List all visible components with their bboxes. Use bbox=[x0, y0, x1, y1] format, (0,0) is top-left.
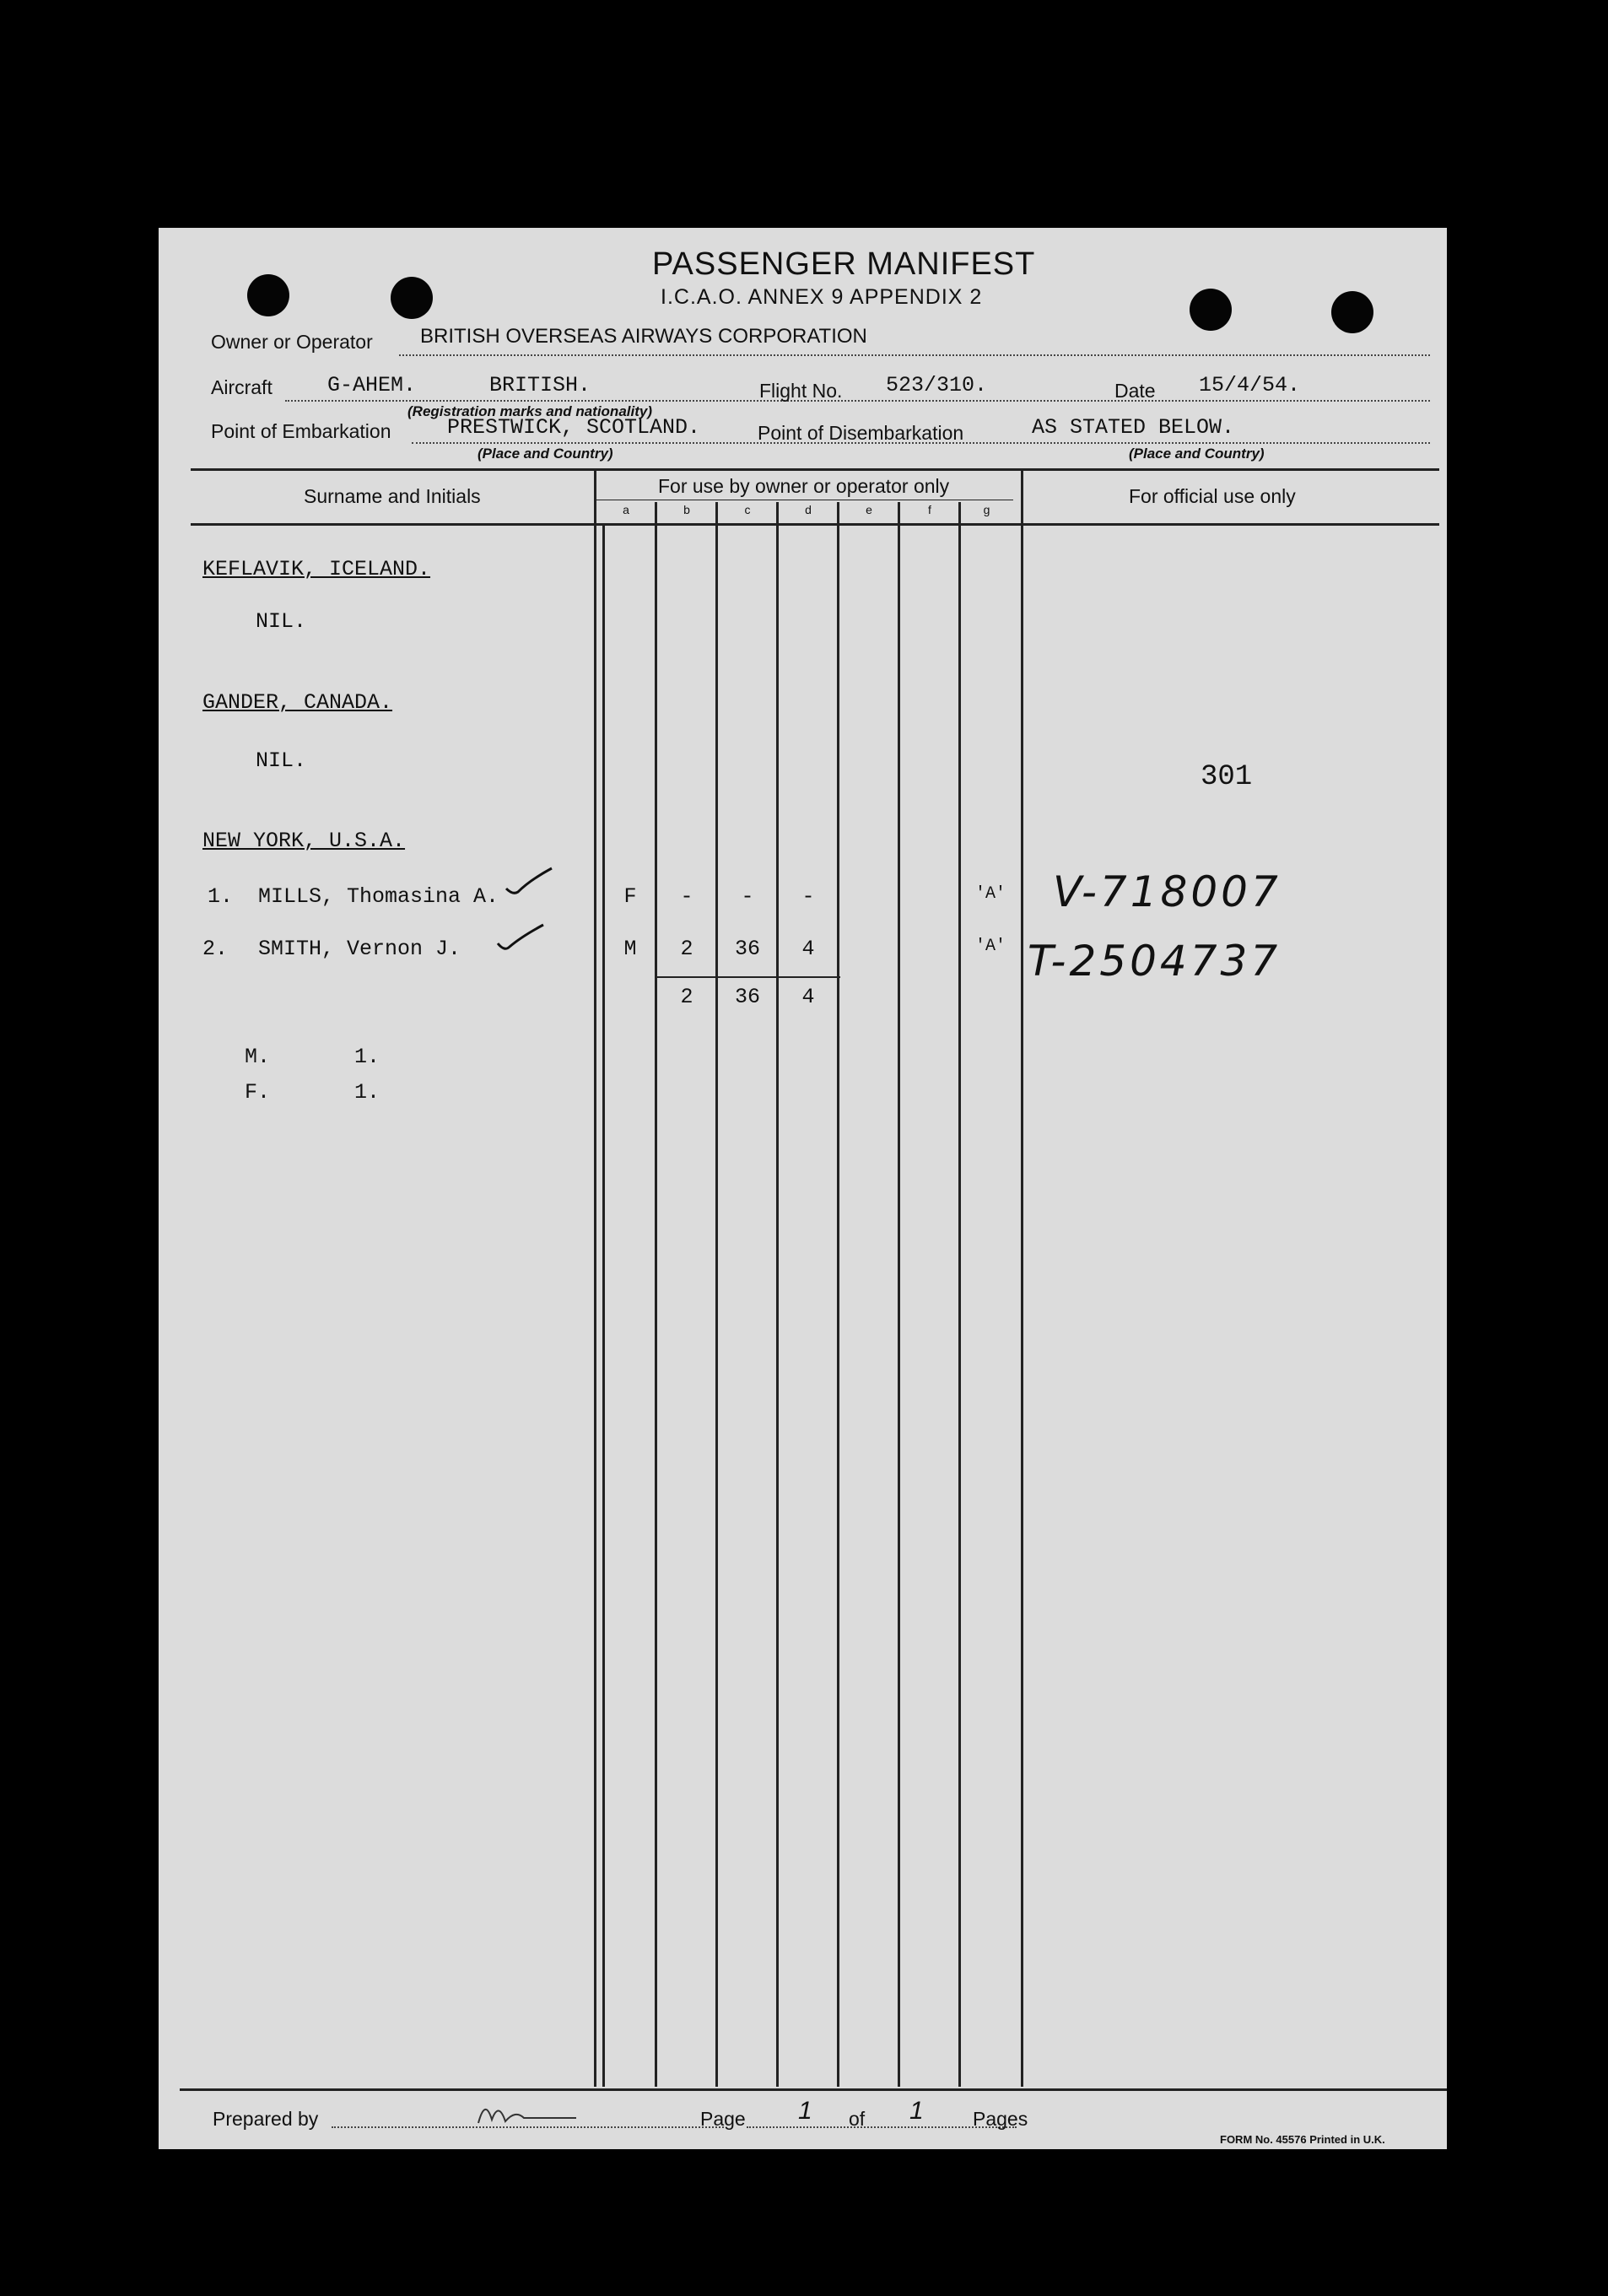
signature-scribble bbox=[475, 2093, 585, 2131]
totals-rule bbox=[656, 976, 840, 978]
date-value: 15/4/54. bbox=[1199, 373, 1301, 397]
col-official-header: For official use only bbox=[1129, 485, 1296, 507]
punch-hole bbox=[1190, 289, 1232, 331]
passenger-1-col-d: - bbox=[801, 884, 815, 909]
summary-female-value: 1. bbox=[354, 1080, 380, 1105]
subcol-d: d bbox=[805, 503, 812, 516]
passenger-2-num: 2. bbox=[202, 937, 229, 961]
subcol-g: g bbox=[983, 503, 990, 516]
col-rule bbox=[655, 502, 657, 2087]
owner-value: BRITISH OVERSEAS AIRWAYS CORPORATION bbox=[420, 325, 867, 348]
checkmark-icon bbox=[505, 865, 555, 899]
col-rule bbox=[776, 502, 779, 2087]
passenger-2-official-number: T-2504737 bbox=[1028, 937, 1282, 986]
passenger-2-col-d: 4 bbox=[801, 937, 815, 961]
col-rule bbox=[898, 502, 900, 2087]
flight-value: 523/310. bbox=[886, 373, 988, 397]
total-col-c: 36 bbox=[734, 985, 760, 1009]
passenger-1-num: 1. bbox=[208, 884, 234, 909]
pages-label: Pages bbox=[973, 2108, 1028, 2130]
date-label: Date bbox=[1114, 380, 1156, 402]
embarkation-label: Point of Embarkation bbox=[211, 420, 391, 442]
section-newyork: NEW YORK, U.S.A. bbox=[202, 829, 406, 853]
aircraft-dotted-line bbox=[285, 400, 1430, 402]
passenger-1-name: MILLS, Thomasina A. bbox=[258, 884, 499, 909]
subcol-e: e bbox=[866, 503, 872, 516]
keflavik-nil: NIL. bbox=[256, 609, 307, 634]
owner-dotted-line bbox=[399, 354, 1430, 356]
owner-label: Owner or Operator bbox=[211, 331, 373, 353]
punch-hole bbox=[247, 274, 289, 316]
col-rule bbox=[958, 502, 961, 2087]
passenger-2-col-a: M bbox=[623, 937, 637, 961]
col-rule bbox=[602, 526, 605, 2087]
table-top-rule bbox=[191, 468, 1439, 471]
passenger-1-col-c: - bbox=[741, 884, 754, 909]
passenger-1-col-b: - bbox=[680, 884, 693, 909]
passenger-2-col-c: 36 bbox=[734, 937, 760, 961]
official-number: 301 bbox=[1201, 761, 1253, 793]
passenger-2-name: SMITH, Vernon J. bbox=[258, 937, 461, 961]
aircraft-nationality: BRITISH. bbox=[489, 373, 591, 397]
passenger-1-col-a: F bbox=[623, 884, 637, 909]
of-label: of bbox=[849, 2108, 866, 2130]
passenger-2-col-g: 'A' bbox=[974, 937, 1006, 956]
summary-male-value: 1. bbox=[354, 1045, 380, 1069]
embark-place-note: (Place and Country) bbox=[478, 446, 613, 462]
prepared-by-label: Prepared by bbox=[213, 2108, 319, 2130]
col-rule bbox=[594, 471, 596, 2087]
form-title: PASSENGER MANIFEST bbox=[652, 246, 1036, 282]
disembarkation-label: Point of Disembarkation bbox=[758, 422, 964, 444]
disembark-place-note: (Place and Country) bbox=[1129, 446, 1265, 462]
punch-hole bbox=[1331, 291, 1373, 333]
footer-rule bbox=[180, 2088, 1447, 2091]
subcol-c: c bbox=[744, 503, 751, 516]
passenger-1-col-g: 'A' bbox=[974, 884, 1006, 904]
punch-hole bbox=[391, 277, 433, 319]
page-number: 1 bbox=[798, 2097, 812, 2125]
form-subtitle: I.C.A.O. ANNEX 9 APPENDIX 2 bbox=[661, 285, 983, 309]
embarkation-value: PRESTWICK, SCOTLAND. bbox=[447, 415, 701, 440]
header-bottom-rule bbox=[191, 523, 1439, 526]
subcol-b: b bbox=[683, 503, 690, 516]
passenger-2-col-b: 2 bbox=[680, 937, 693, 961]
section-keflavik: KEFLAVIK, ICELAND. bbox=[202, 557, 431, 581]
total-col-d: 4 bbox=[801, 985, 815, 1009]
disembarkation-value: AS STATED BELOW. bbox=[1032, 415, 1235, 440]
total-col-b: 2 bbox=[680, 985, 693, 1009]
total-pages: 1 bbox=[909, 2097, 924, 2125]
gander-nil: NIL. bbox=[256, 748, 307, 773]
flight-label: Flight No. bbox=[759, 380, 843, 402]
form-number: FORM No. 45576 Printed in U.K. bbox=[1220, 2133, 1385, 2146]
col-surname-header: Surname and Initials bbox=[304, 485, 481, 507]
col-rule bbox=[715, 502, 718, 2087]
manifest-sheet bbox=[159, 228, 1447, 2149]
passenger-1-official-number: V-718007 bbox=[1053, 867, 1282, 916]
aircraft-label: Aircraft bbox=[211, 376, 272, 398]
subcol-f: f bbox=[928, 503, 931, 516]
col-operator-header: For use by owner or operator only bbox=[658, 475, 950, 497]
page-label: Page bbox=[700, 2108, 746, 2130]
section-gander: GANDER, CANADA. bbox=[202, 690, 393, 715]
registration-note: (Registration marks and nationality) bbox=[407, 403, 652, 419]
checkmark-icon bbox=[496, 921, 547, 955]
summary-male-label: M. bbox=[245, 1045, 271, 1069]
summary-female-label: F. bbox=[245, 1080, 271, 1105]
aircraft-registration: G-AHEM. bbox=[327, 373, 417, 397]
col-rule bbox=[1021, 471, 1023, 2087]
subcol-a: a bbox=[623, 503, 629, 516]
col-rule bbox=[837, 502, 839, 2087]
